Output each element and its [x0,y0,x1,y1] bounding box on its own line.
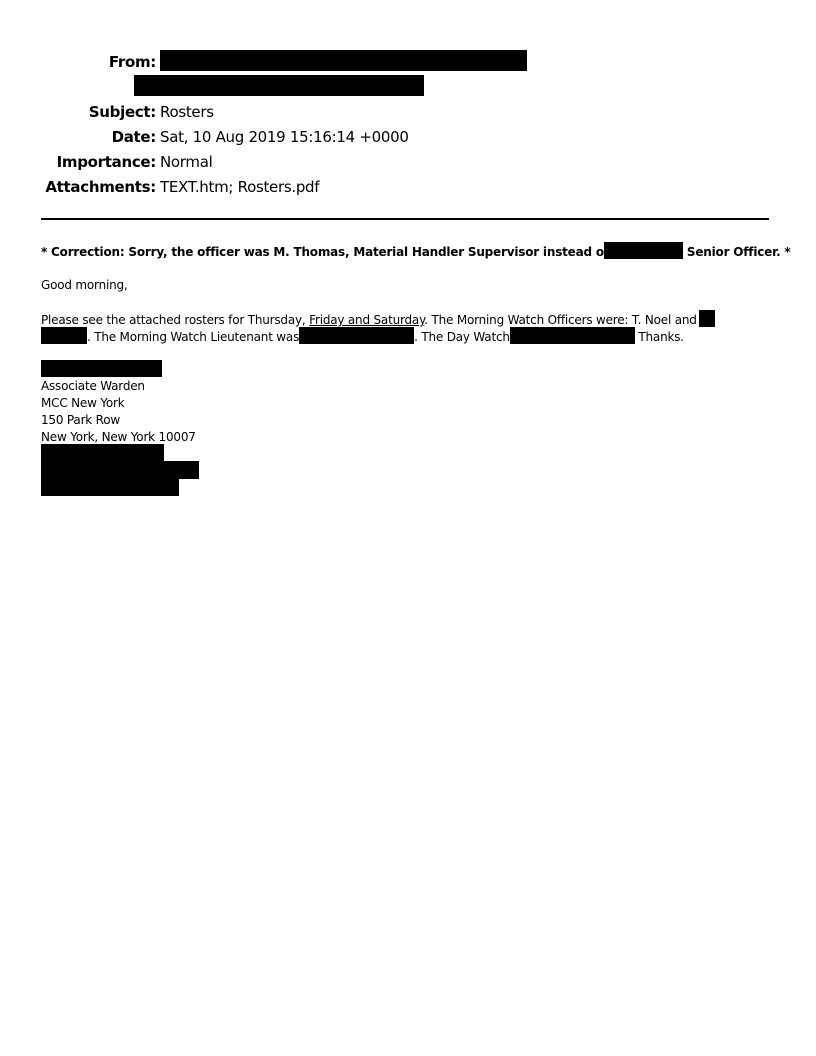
signature-org: MCC New York [41,396,125,410]
officer-redaction [699,310,715,327]
line2-text-b: . The Day Watch [414,330,510,344]
officer-redaction-cont [41,327,87,344]
importance-label: Importance: [56,153,156,171]
signature-contact-redaction-3 [41,478,179,496]
line1-text-a: Please see the attached rosters for Thursday, [41,313,310,327]
line1-text-b: Friday and Saturday [309,313,425,327]
signature-city: New York, New York 10007 [41,430,196,444]
date-value: Sat, 10 Aug 2019 15:16:14 +0000 [160,128,409,146]
day-watch-redaction [510,327,635,344]
line2-text-c: Thanks. [634,330,684,344]
correction-line [41,242,791,261]
signature-title: Associate Warden [41,379,145,393]
header-divider [41,218,769,220]
date-label: Date: [111,128,156,146]
greeting: Good morning, [41,278,128,292]
subject-label: Subject: [88,103,156,121]
subject-value: Rosters [160,103,214,121]
attachments-value: TEXT.htm; Rosters.pdf [160,178,320,196]
importance-value: Normal [160,153,213,171]
attachments-label: Attachments: [45,178,156,196]
correction-end: Senior Officer. * [682,245,791,259]
from-redaction [160,50,527,71]
correction-start: * Correction: Sorry, the officer was M. Thomas, Material Handler Supervisor instead o [41,245,604,259]
signature-street: 150 Park Row [41,413,121,427]
paragraph-line-2 [41,327,684,346]
lieutenant-redaction [299,327,414,344]
signature-contact-redaction-1 [41,444,164,462]
signature-contact-redaction-2 [41,461,199,479]
signature-name-redaction [41,360,162,377]
line1-text-c: . The Morning Watch Officers were: T. Noel and [424,313,697,327]
correction-redaction [604,242,683,259]
line2-text-a: . The Morning Watch Lieutenant was [87,330,300,344]
to-redaction [134,75,424,96]
from-label: From: [108,53,156,71]
